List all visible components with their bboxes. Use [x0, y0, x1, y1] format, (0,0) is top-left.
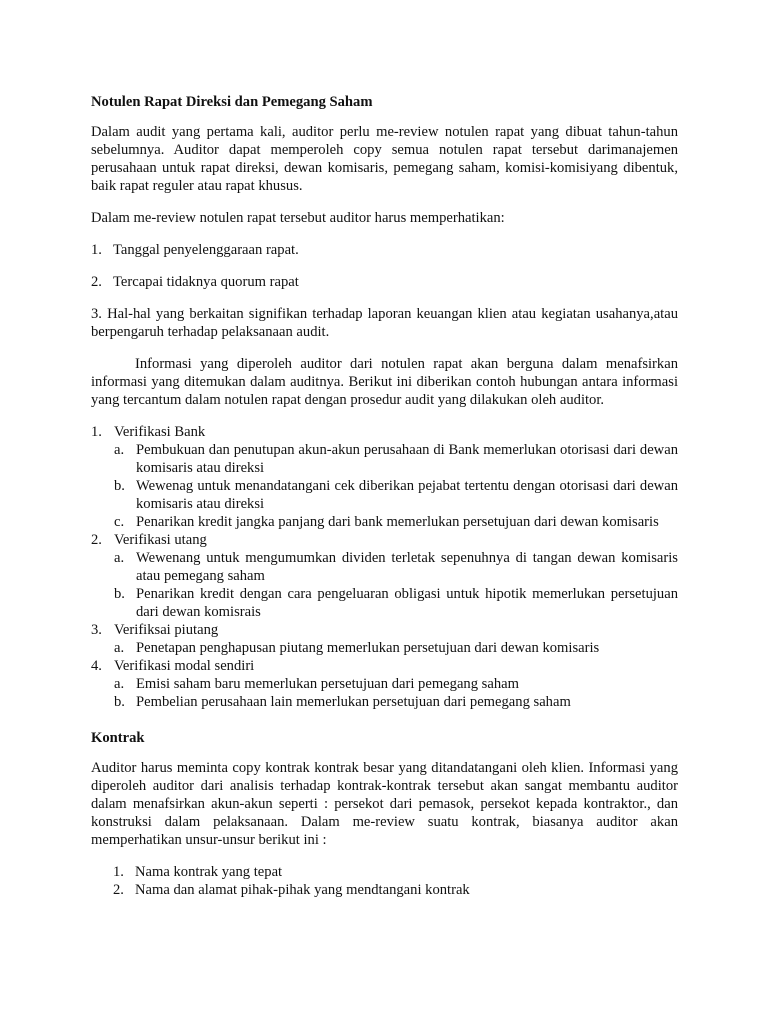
verification-item-utang: 2. Verifikasi utang a. Wewenang untuk mengumumkan dividen terletak sepenuhnya di tangan dewan komisaris atau pemegang saham b. Penarikan kredit dengan cara pengeluaran obligasi untuk hipotik memerlukan persetujuan dari dewan komisrais [91, 532, 678, 620]
paragraph-review: Dalam me-review notulen rapat tersebut auditor harus memperhatikan: [91, 210, 505, 226]
sub-item: c. Penarikan kredit jangka panjang dari bank memerlukan persetujuan dari dewan komisaris [114, 514, 659, 530]
verification-item-modal: 4. Verifikasi modal sendiri a. Emisi saham baru memerlukan persetujuan dari pemegang saham b. Pembelian perusahaan lain memerlukan persetujuan dari pemegang saham [91, 657, 678, 711]
paragraph-kontrak: Auditor harus meminta copy kontrak kontrak besar yang ditandatangani oleh klien. Informasi yang diperoleh auditor dari analisis terhadap kontrak-kontrak tersebut akan sangat membantu auditor dalam menafsirkan akun-akun seperti : persekot dari pemasok, persekot kepada kontraktor., dan konstruksi dalam pelaksanaan. Dalam me-review suatu kontrak, biasanya auditor akan memperhatikan unsur-unsur berikut ini : [91, 760, 678, 848]
paragraph-info: Informasi yang diperoleh auditor dari notulen rapat akan berguna dalam menafsirkan informasi yang ditemukan dalam auditnya. Berikut ini diberikan contoh hubungan antara informasi yang tercantum dalam notulen rapat dengan prosedur audit yang dilakukan oleh auditor. [91, 356, 678, 408]
sub-item: a. Penetapan penghapusan piutang memerlukan persetujuan dari dewan komisaris [114, 640, 600, 656]
contract-list [91, 863, 678, 899]
verification-item-piutang: 3. Verifiksai piutang a. Penetapan penghapusan piutang memerlukan persetujuan dari dewan komisaris [91, 621, 678, 657]
contract-item: 2. Nama dan alamat pihak-pihak yang mendtangani kontrak [113, 882, 470, 898]
sub-item: a. Wewenang untuk mengumumkan dividen terletak sepenuhnya di tangan dewan komisaris atau pemegang saham [114, 550, 678, 584]
sub-item: a. Pembukuan dan penutupan akun-akun perusahaan di Bank memerlukan otorisasi dari dewan komisaris atau direksi [114, 442, 678, 476]
section-title-kontrak: Kontrak [91, 730, 145, 746]
contract-item: 1. Nama kontrak yang tepat [113, 864, 283, 880]
document-content [91, 93, 678, 899]
sub-item: a. Emisi saham baru memerlukan persetujuan dari pemegang saham [114, 676, 519, 692]
paragraph-intro: Dalam audit yang pertama kali, auditor perlu me-review notulen rapat yang dibuat tahun-tahun sebelumnya. Auditor dapat memperoleh copy semua notulen rapat tersebut darimanajemen perusahaan untuk rapat direksi, dewan komisaris, pemegang saham, komisi-komisiyang dibentuk, baik rapat reguler atau rapat khusus. [91, 124, 678, 194]
check-item-3: 3. Hal-hal yang berkaitan signifikan terhadap laporan keuangan klien atau kegiatan usahanya,atau berpengaruh terhadap pelaksanaan audit. [91, 306, 678, 340]
sub-item: b. Pembelian perusahaan lain memerlukan persetujuan dari pemegang saham [114, 694, 571, 710]
check-item-2: 2. Tercapai tidaknya quorum rapat [91, 274, 299, 290]
sub-item: b. Wewenag untuk menandatangani cek diberikan pejabat tertentu dengan otorisasi dari dewan komisaris atau direksi [114, 478, 678, 512]
verification-item-bank: 1. Verifikasi Bank a. Pembukuan dan penutupan akun-akun perusahaan di Bank memerlukan otorisasi dari dewan komisaris atau direksi b. Wewenag untuk menandatangani cek diberikan pejabat tertentu dengan otorisasi dari dewan komisaris atau direksi c. Penarikan kredit jangka panjang dari bank memerlukan persetujuan dari dewan komisaris [91, 424, 678, 530]
sub-item: b. Penarikan kredit dengan cara pengeluaran obligasi untuk hipotik memerlukan persetujuan dari dewan komisrais [114, 586, 678, 620]
check-item-1: 1. Tanggal penyelenggaraan rapat. [91, 242, 299, 258]
verification-list [91, 423, 678, 711]
section-title-notulen: Notulen Rapat Direksi dan Pemegang Saham [91, 94, 373, 110]
